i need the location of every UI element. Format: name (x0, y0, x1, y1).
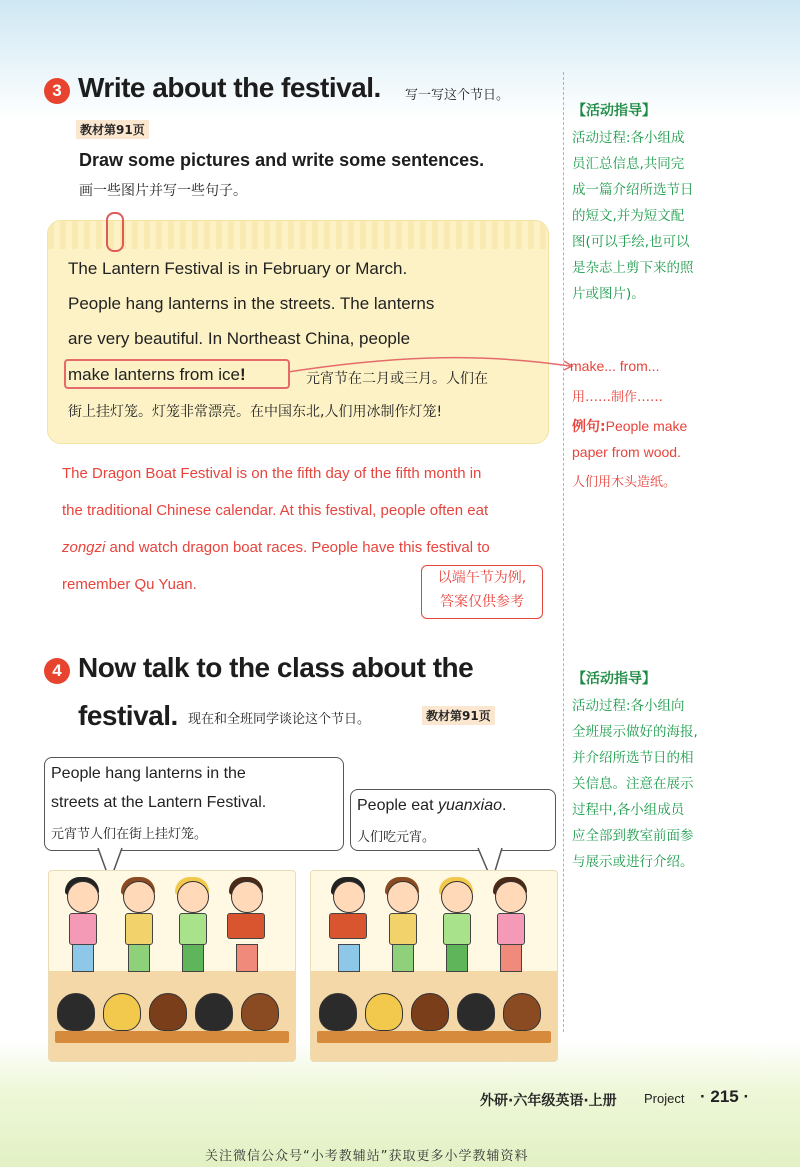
sidebar-1-line: 片或图片)。 (572, 286, 645, 302)
section-3-instruction: Draw some pictures and write some sentences. (79, 150, 485, 170)
sidebar-2-line: 应全部到教室前面参 (572, 828, 694, 844)
sidebar-1-line: 的短文,并为短文配 (572, 208, 685, 224)
bubble-right-italic: yuanxiao (437, 797, 503, 814)
classroom-illustration-left (48, 870, 296, 1062)
sidebar-2-line: 并介绍所选节日的相 (572, 750, 694, 766)
note-line-3: are very beautiful. In Northeast China, people (68, 329, 411, 348)
section-4-title-cn: 现在和全班同学谈论这个节日。 (188, 712, 371, 727)
phrase-connector-arrow (286, 352, 576, 376)
sidebar-1-line: 图(可以手绘,也可以 (572, 234, 690, 250)
section-3-badge: 3 (44, 78, 70, 104)
stamp-line-1: 以端午节为例, (437, 570, 527, 586)
answer-reference-stamp (421, 565, 543, 619)
section-4-badge: 4 (44, 658, 70, 684)
sidebar-1-line: 员汇总信息,共同完 (572, 156, 685, 172)
page-number: · 215 · (700, 1087, 750, 1106)
section-4-title-line-2: festival. (78, 700, 178, 731)
bubble-right-cn: 人们吃元宵。 (357, 830, 436, 845)
sidebar-2-heading: 【活动指导】 (572, 671, 656, 687)
note-highlight-punct: ! (239, 365, 246, 384)
vocab-example-label: 例句: (572, 419, 606, 435)
bubble-left-line-2: streets at the Lantern Festival. (51, 794, 267, 811)
sidebar-1-line: 是杂志上剪下来的照 (572, 260, 694, 276)
sidebar-2-line: 与展示或进行介绍。 (572, 854, 694, 870)
section-4-textbook-tag: 教材第91页 (422, 706, 495, 725)
sidebar-2-line: 过程中,各小组成员 (572, 802, 685, 818)
section-3-title-cn: 写一写这个节日。 (405, 88, 510, 103)
note-cn-line-1: 元宵节在二月或三月。人们在 (306, 371, 488, 387)
note-line-2: People hang lanterns in the streets. The lanterns (68, 294, 435, 313)
sample-note-card (47, 220, 549, 444)
section-3-instruction-cn: 画一些图片并写一些句子。 (79, 183, 247, 199)
note-cn-line-2: 街上挂灯笼。灯笼非常漂亮。在中国东北,人们用冰制作灯笼! (68, 404, 443, 420)
speech-bubble-right (350, 789, 556, 851)
vocab-phrase: make... from... (570, 358, 660, 374)
sidebar-2-line: 关信息。注意在展示 (572, 776, 694, 792)
note-highlight-phrase: make lanterns from ice (68, 365, 240, 384)
classroom-illustration-right (310, 870, 558, 1062)
stamp-line-2: 答案仅供参考 (440, 594, 524, 610)
sidebar-1-heading: 【活动指导】 (572, 103, 656, 119)
answer-line-2: the traditional Chinese calendar. At this festival, people often eat (62, 502, 489, 519)
sidebar-2-line: 全班展示做好的海报, (572, 724, 698, 740)
sidebar-1-line: 活动过程:各小组成 (572, 130, 685, 146)
sidebar-1-text (572, 125, 742, 307)
note-line-1: The Lantern Festival is in February or March. (68, 259, 408, 278)
answer-line-3-text: and watch dragon boat races. People have this festival to (109, 539, 490, 556)
sidebar-1-line: 成一篇介绍所选节日 (572, 182, 694, 198)
answer-italic-word: zongzi (62, 539, 106, 556)
classroom-desk (55, 1031, 289, 1043)
bubble-right-suffix: . (502, 797, 507, 814)
watermark-text: 关注微信公众号“小考教辅站”获取更多小学教辅资料 (205, 1149, 529, 1164)
bubble-left-line-1: People hang lanterns in the (51, 765, 246, 782)
vocab-example-text-1: People make (605, 418, 688, 434)
answer-line-1: The Dragon Boat Festival is on the fifth day of the fifth month in (62, 465, 482, 482)
classroom-desk (317, 1031, 551, 1043)
vocab-example-en-2: paper from wood. (572, 444, 681, 460)
phrase-highlight-box (64, 359, 290, 389)
sidebar-2-text (572, 693, 742, 875)
answer-line-4: remember Qu Yuan. (62, 576, 197, 593)
footer-book-title: 外研·六年级英语·上册 (480, 1093, 617, 1109)
paper-clip-icon (106, 212, 124, 252)
sidebar-divider (563, 72, 564, 1032)
section-3-title: Write about the festival. (78, 72, 381, 103)
vocab-phrase-cn: 用……制作…… (572, 390, 664, 405)
vocab-example-cn: 人们用木头造纸。 (572, 475, 677, 490)
bubble-left-cn: 元宵节人们在街上挂灯笼。 (51, 827, 208, 842)
footer-section-label: Project (644, 1091, 685, 1106)
bubble-right-line-1 (357, 797, 506, 815)
vocab-example-en-1 (572, 416, 687, 436)
answer-line-3 (62, 539, 490, 556)
bubble-right-prefix: People eat (357, 797, 434, 814)
sidebar-2-line: 活动过程:各小组向 (572, 698, 685, 714)
section-4-title-line-1: Now talk to the class about the (78, 652, 474, 683)
speech-bubble-left (44, 757, 344, 851)
section-3-textbook-tag: 教材第91页 (76, 120, 149, 139)
